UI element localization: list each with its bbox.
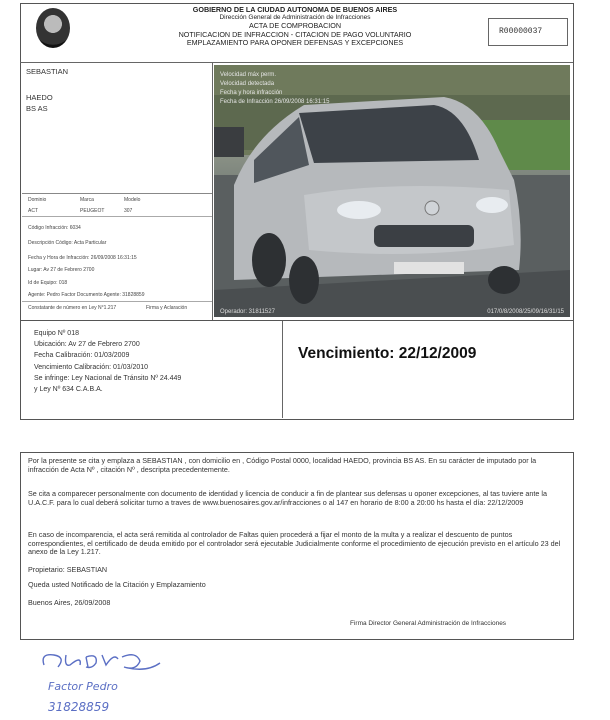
header-line-3: ACTA DE COMPROBACION [248, 21, 342, 31]
citation-paragraph-1: Por la presente se cita y emplaza a SEBASTIAN , con domicilio en , Código Postal 0000, localidad HAEDO, provincia BS AS. En su carácter de imputado por la infracción de Acta Nº , citación Nº , descripta precedentemente. [28, 456, 537, 474]
table-header-dominio: Dominio [28, 197, 47, 203]
person-name: SEBASTIAN [26, 67, 69, 76]
photo-overlay-line-4: Fecha de Infracción 26/09/2008 16:31:15 [220, 99, 330, 105]
citation-paragraph-2: Se cita a comparecer personalmente con documento de identidad y licencia de conducir a fin de plantear sus defensas u oponer excepciones, al tas tuviere ante la U.A.C.F. para lo cual deberá solicitar turno a traves de www.buenosaires.gov.ar/infracciones o al 147 en horario de 8:00 a 20:00 hs hasta el día: 22/12/2009 [28, 489, 548, 507]
equipment-divider [282, 321, 283, 418]
header-line-2: Dirección General de Administración de Infracciones [219, 14, 371, 22]
table-row-agente: Agente: Pedro Factor Documento Agente: 31828859 [28, 292, 145, 298]
table-header-modelo: Modelo [124, 197, 141, 203]
person-province: BS AS [26, 104, 48, 113]
vehicle-table [22, 194, 212, 316]
photo-overlay-line-2: Velocidad detectada [220, 81, 275, 87]
table-header-marca: Marca [80, 197, 94, 203]
table-row-codigo: Código Infracción: 6034 [28, 225, 81, 231]
citation-fecha: Buenos Aires, 26/09/2008 [28, 598, 111, 607]
citation-propietario: Propietario: SEBASTIAN [28, 565, 108, 574]
table-row-lugar: Lugar: Av 27 de Febrero 2700 [28, 267, 95, 273]
equipment-line-3: Fecha Calibración: 01/03/2009 [34, 352, 130, 360]
table-row-fecha: Fecha y Hora de Infracción: 26/09/2008 16:31:15 [28, 255, 137, 261]
equipment-line-1: Equipo Nº 018 [34, 330, 79, 337]
document-header [120, 6, 470, 47]
equipment-line-5: Se infringe: Ley Nacional de Tránsito Nº 24.449 [34, 374, 182, 382]
table-row-constatante: Constatante de número en Ley N°1.217 [28, 305, 117, 311]
vehicle-photo [214, 65, 570, 317]
equipment-line-4: Vencimiento Calibración: 01/03/2010 [34, 363, 149, 371]
header-line-4: NOTIFICACION DE INFRACCION - CITACION DE PAGO VOLUNTARIO [178, 29, 412, 39]
table-row-descripcion: Descripción Código: Acta Particular [28, 240, 107, 246]
table-value-marca: PEUGEOT [80, 208, 105, 214]
person-city: HAEDO [26, 93, 53, 102]
acta-number: R00000037 [499, 27, 543, 36]
photo-code: 017/0/8/2008/25/09/16/31/15 [487, 309, 564, 315]
table-row-equipo: Id de Equipo: 018 [28, 280, 68, 286]
vencimiento-date: Vencimiento: 22/12/2009 [298, 345, 477, 362]
equipment-info [34, 328, 181, 395]
photo-operator: Operador: 31811527 [220, 309, 275, 315]
citation-paragraph-3: En caso de incomparencia, el acta será remitida al controlador de Faltas quien procederá a fijar el monto de la multa y a realizar el descuento de puntos correspondientes, el certificado de deuda emitido por el controlador será ejecutable Judicialmente conforme el procedimiento de ejecución previsto en el artículo 23 del anexo de la Ley 1.217. [28, 530, 561, 557]
acta-number-box [488, 18, 568, 46]
photo-overlay-line-1: Velocidad máx perm. [220, 72, 277, 78]
handwritten-name: Factor Pedro [48, 680, 118, 693]
citation-notificado: Queda usted Notificado de la Citación y Emplazamiento [28, 580, 206, 589]
header-line-1: GOBIERNO DE LA CIUDAD AUTONOMA DE BUENOS AIRES [192, 5, 398, 14]
left-column-divider [212, 63, 213, 320]
handwritten-document-number: 31828859 [48, 700, 110, 714]
table-value-modelo: 307 [124, 208, 133, 214]
citation-firma: Firma Director General Administración de Infracciones [350, 620, 507, 627]
table-value-dominio: ACT [28, 208, 38, 214]
handwritten-signature [36, 645, 166, 675]
equipment-line-6: y Ley Nº 634 C.A.B.A. [34, 386, 103, 394]
equipment-line-2: Ubicación: Av 27 de Febrero 2700 [34, 341, 140, 349]
photo-overlay-line-3: Fecha y hora infracción [220, 90, 283, 96]
header-line-5: EMPLAZAMIENTO PARA OPONER DEFENSAS Y EXCEPCIONES [186, 37, 404, 47]
person-info [22, 63, 212, 193]
table-row-firma: Firma y Aclaración [146, 305, 188, 311]
city-seal-logo [36, 8, 70, 48]
